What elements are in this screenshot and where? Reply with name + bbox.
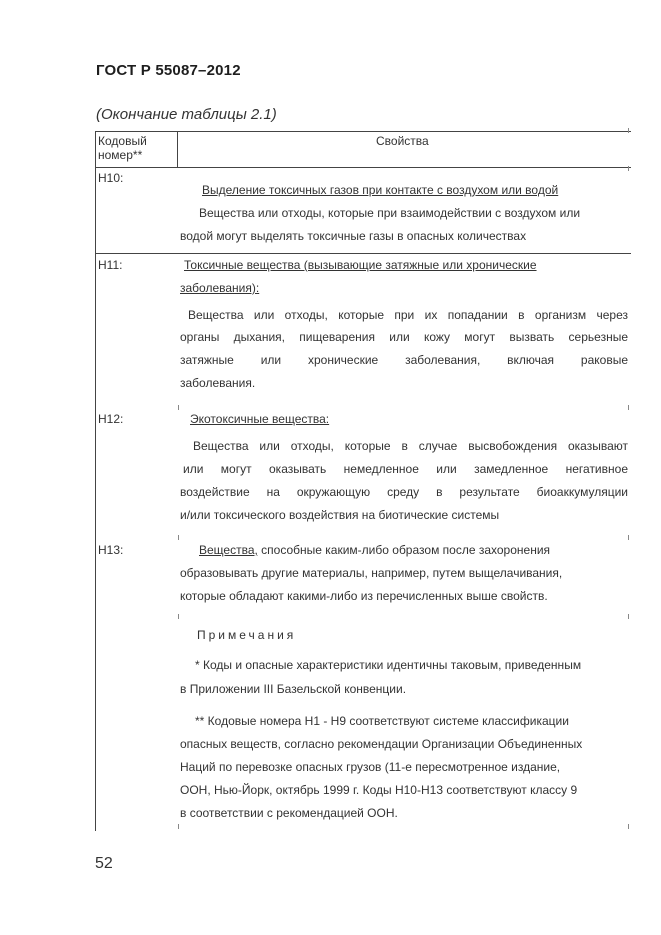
note2-line5: в соответствии с рекомендацией ООН.: [180, 806, 398, 820]
document-header: ГОСТ Р 55087–2012: [96, 62, 241, 79]
column-header-code-line1: Кодовый: [98, 134, 147, 148]
scan-mark: [628, 128, 629, 133]
scan-mark: [178, 405, 179, 410]
row-text-h12-line3: воздействие на окружающую среду в результате биоаккумуляции: [180, 485, 628, 499]
table-column-divider: [177, 131, 178, 168]
notes-heading: Примечания: [197, 628, 297, 642]
row-text-h13-line2: образовывать другие материалы, например, путем выщелачивания,: [180, 566, 563, 580]
column-header-code-line2: номер**: [98, 148, 143, 162]
scan-mark: [178, 614, 179, 619]
scan-mark: [178, 824, 179, 829]
scan-mark: [628, 535, 629, 540]
note1-line1: * Коды и опасные характеристики идентичны таковым, приведенным: [195, 658, 582, 672]
table-row-border: [95, 253, 631, 254]
table-top-border: [95, 131, 631, 132]
row-text-h10-line2: водой могут выделять токсичные газы в опасных количествах: [180, 229, 527, 243]
scan-mark: [628, 405, 629, 410]
note2-line3: Наций по перевозке опасных грузов (11-е пересмотренное издание,: [180, 760, 561, 774]
row-code-h12: H12:: [98, 412, 124, 426]
note2-line1: ** Кодовые номера H1 - H9 соответствуют системе классификации: [195, 714, 569, 728]
note1-line2: в Приложении III Базельской конвенции.: [180, 682, 407, 696]
row-code-h10: H10:: [98, 171, 124, 185]
page-number: 52: [95, 855, 113, 872]
table-caption: (Окончание таблицы 2.1): [96, 106, 277, 123]
table-left-border: [95, 131, 96, 831]
scan-mark: [628, 166, 629, 171]
row-text-h12-line2: или могут оказывать немедленное или замедленное негативное: [183, 462, 628, 476]
row-title-h10: Выделение токсичных газов при контакте с воздухом или водой: [202, 183, 559, 197]
row-text-h11-line2: органы дыхания, пищеварения или кожу могут вызвать серьезные: [180, 330, 628, 344]
row-text-h11-line4: заболевания.: [180, 376, 256, 390]
row-text-h11-line1: Вещества или отходы, которые при их попадании в организм через: [188, 308, 628, 322]
row-title-h11-line2: заболевания):: [180, 281, 260, 295]
note2-line4: ООН, Нью-Йорк, октябрь 1999 г. Коды H10-H13 соответствуют классу 9: [180, 783, 578, 797]
scan-mark: [628, 824, 629, 829]
column-header-code: [98, 134, 147, 162]
table-header-border: [95, 167, 631, 168]
row-code-h11: H11:: [98, 258, 123, 272]
row-text-h13-line1: [199, 543, 550, 557]
scan-mark: [178, 535, 179, 540]
row-code-h13: H13:: [98, 543, 124, 557]
column-header-properties: Свойства: [376, 134, 429, 148]
note2-line2: опасных веществ, согласно рекомендации Организации Объединенных: [180, 737, 583, 751]
row-text-h13-line3: которые обладают какими-либо из перечисленных выше свойств.: [180, 589, 548, 603]
row-text-h12-line4: и/или токсического воздействия на биотические системы: [180, 508, 500, 522]
scan-mark: [628, 614, 629, 619]
row-text-h11-line3: затяжные или хронические заболевания, включая раковые: [180, 353, 628, 367]
row-title-h12: Экотоксичные вещества:: [190, 412, 330, 426]
row-title-h11-line1: Токсичные вещества (вызывающие затяжные или хронические: [184, 258, 537, 272]
row-text-h13-line1-rest: способные каким-либо образом после захоронения: [257, 543, 551, 557]
row-text-h12-line1: Вещества или отходы, которые в случае высвобождения оказывают: [193, 439, 628, 453]
row-title-h13: Вещества,: [199, 543, 258, 557]
row-text-h10-line1: Вещества или отходы, которые при взаимодействии с воздухом или: [199, 206, 581, 220]
